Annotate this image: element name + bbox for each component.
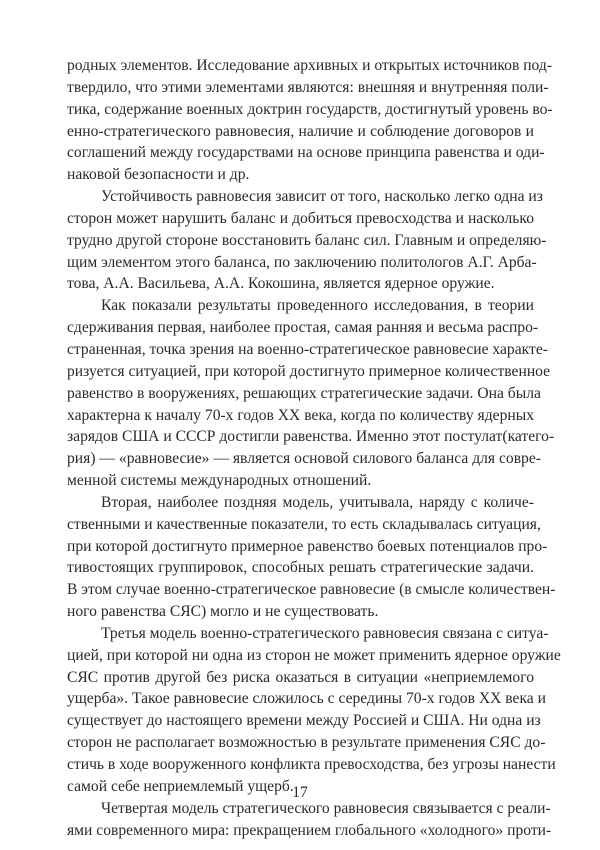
- text-line: стичь в ходе вооруженного конфликта превосходства, без угрозы нанести: [67, 756, 556, 773]
- text-line: тика, содержание военных доктрин государств, достигнутый уровень во-: [67, 100, 553, 118]
- text-line: менной системы международных отношений.: [67, 472, 372, 490]
- text-line: ущерба». Такое равновесие сложилось с середины 70-х годов XX века и: [67, 690, 546, 708]
- text-line: характерна к началу 70-х годов XX века, когда по количеству ядерных: [67, 406, 534, 424]
- text-line: ственными и качественные показатели, то есть складывалась ситуация,: [67, 515, 541, 533]
- text-line: щим элементом этого баланса, по заключению политологов А.Г. Арба-: [67, 253, 537, 271]
- text-line: сторон может нарушить баланс и добиться превосходства и насколько: [67, 209, 534, 227]
- text-line: соглашений между государствами на основе принципа равенства и оди-: [67, 144, 545, 162]
- text-line: зарядов США и СССР достигли равенства. Именно этот постулат(катего-: [67, 428, 555, 446]
- text-line: Четвертая модель стратегического равновесия связывается с реали-: [101, 799, 551, 817]
- paragraph-6: [67, 798, 552, 842]
- text-line: тивостоящих группировок, способных решать стратегические задачи.: [67, 559, 534, 577]
- paragraph-3: [67, 295, 555, 492]
- page-number: 17: [292, 784, 308, 801]
- text-line: сдерживания первая, наиболее простая, самая ранняя и весьма распро-: [67, 319, 539, 337]
- text-line: ями современного мира: прекращением глобального «холодного» проти-: [67, 821, 552, 839]
- text-line: СЯС против другой без риска оказаться в ситуации «неприемлемого: [67, 668, 534, 686]
- text-line: твердило, что этими элементами являются: внешняя и внутренняя поли-: [67, 78, 549, 96]
- text-line: родных элементов. Исследование архивных и открытых источников под-: [67, 57, 553, 74]
- text-line: самой себе неприемлемый ущерб.: [67, 777, 294, 795]
- paragraph-1: [67, 55, 553, 186]
- text-line: при которой достигнуто примерное равенство боевых потенциалов про-: [67, 537, 548, 555]
- text-line: ризуется ситуацией, при которой достигнуто примерное количественное: [67, 362, 551, 380]
- text-line: сторон не располагает возможностью в результате применения СЯС до-: [67, 734, 546, 752]
- text-line: ного равенства СЯС) могло и не существовать.: [67, 603, 379, 621]
- text-line: трудно другой стороне восстановить баланс сил. Главным и определяю-: [67, 231, 547, 249]
- text-line: енно-стратегического равновесия, наличие и соблюдение договоров и: [67, 122, 534, 140]
- paragraph-2: [67, 186, 547, 295]
- text-line: равенство в вооружениях, решающих стратегические задачи. Она была: [67, 384, 541, 402]
- text-line: страненная, точка зрения на военно-стратегическое равновесие характе-: [67, 340, 548, 358]
- paragraph-5: [67, 623, 561, 798]
- text-line: Устойчивость равновесия зависит от того, насколько легко одна из: [101, 188, 543, 206]
- text-line: существует до настоящего времени между Россией и США. Ни одна из: [67, 712, 541, 730]
- text-line: наковой безопасности и др.: [67, 166, 250, 184]
- text-line: цией, при которой ни одна из сторон не может применить ядерное оружие: [67, 646, 561, 664]
- text-line: Как показали результаты проведенного исследования, в теории: [101, 297, 534, 315]
- paragraph-4: [67, 492, 556, 623]
- text-line: Вторая, наиболее поздняя модель, учитывала, наряду с количе-: [101, 493, 534, 511]
- text-line: рия) — «равновесие» — является основой силового баланса для совре-: [67, 450, 541, 468]
- text-line: В этом случае военно-стратегическое равновесие (в смысле количествен-: [67, 581, 556, 599]
- text-line: Третья модель военно-стратегического равновесия связана с ситуа-: [101, 624, 549, 642]
- text-line: това, А.А. Васильева, А.А. Кокошина, является ядерное оружие.: [67, 275, 495, 293]
- page-body: [67, 55, 561, 841]
